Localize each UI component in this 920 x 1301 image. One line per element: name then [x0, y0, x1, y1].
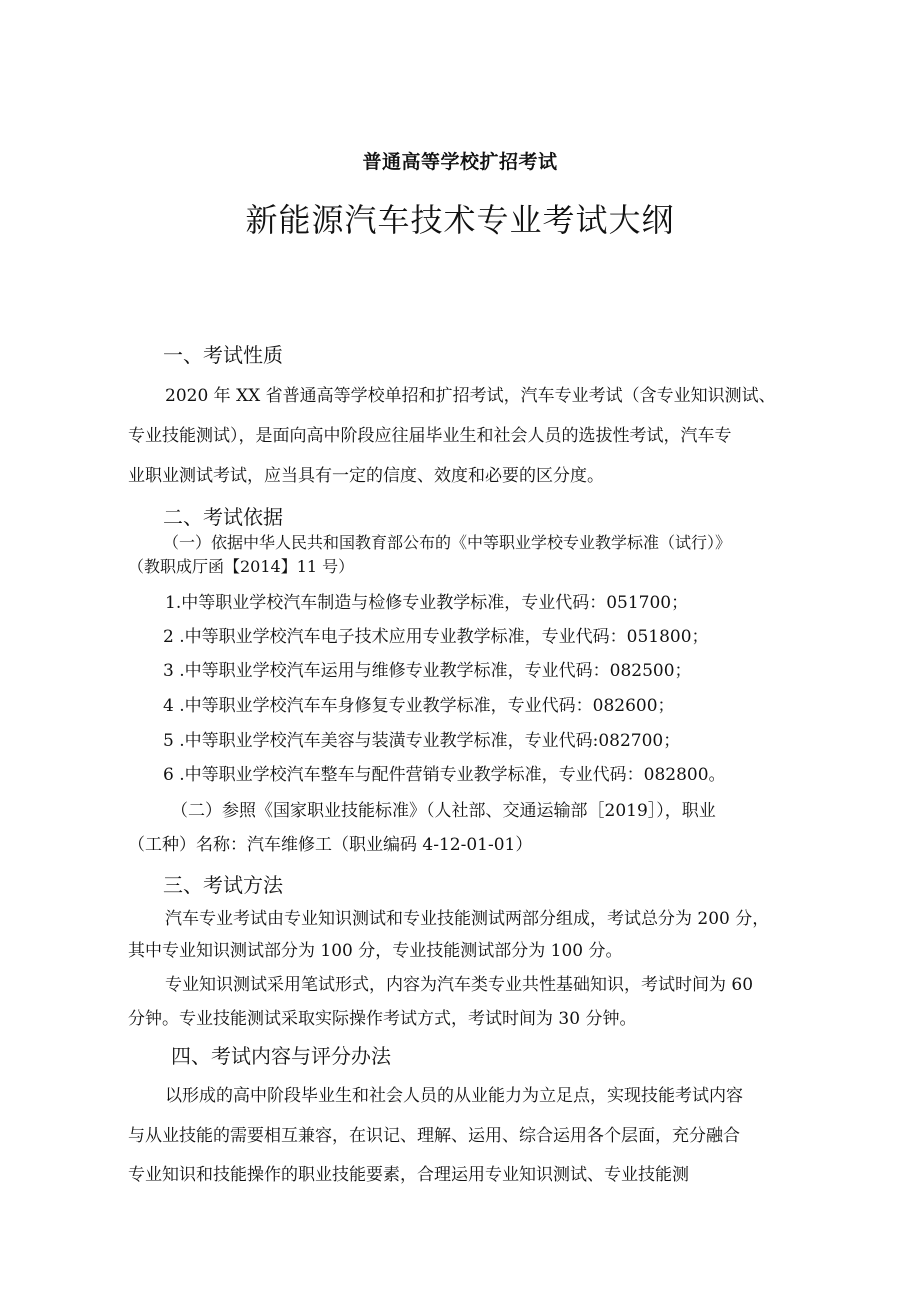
list-item: 5 .中等职业学校汽车美容与装潢专业教学标准，专业代码:082700；: [163, 731, 681, 751]
document-subtitle: 普通高等学校扩招考试: [362, 151, 558, 173]
list-item: 6 .中等职业学校汽车整车与配件营销专业教学标准，专业代码：082800。: [163, 765, 726, 785]
paragraph-line: （二）参照《国家职业技能标准》（人社部、交通运输部［2019］），职业: [171, 801, 716, 821]
section-heading-method: 三、考试方法: [163, 873, 283, 897]
section-heading-basis: 二、考试依据: [163, 505, 283, 529]
paragraph-line: （工种）名称：汽车维修工（职业编码 4-12-01-01）: [128, 835, 533, 855]
list-item: 1.中等职业学校汽车制造与检修专业教学标准，专业代码：051700；: [165, 593, 689, 613]
paragraph-line: 专业知识测试采用笔试形式，内容为汽车类专业共性基础知识，考试时间为 60: [165, 975, 754, 995]
list-item: 4 .中等职业学校汽车车身修复专业教学标准，专业代码：082600；: [163, 696, 675, 716]
list-item: 3 .中等职业学校汽车运用与维修专业教学标准，专业代码：082500；: [163, 661, 692, 681]
paragraph-line: （一）依据中华人民共和国教育部公布的《中等职业学校专业教学标准（试行）》: [163, 533, 732, 552]
section-heading-nature: 一、考试性质: [163, 343, 283, 367]
paragraph-line: 分钟。专业技能测试采取实际操作考试方式，考试时间为 30 分钟。: [128, 1009, 637, 1029]
paragraph-line: 以形成的高中阶段毕业生和社会人员的从业能力为立足点，实现技能考试内容: [165, 1086, 743, 1106]
paragraph-line: 专业知识和技能操作的职业技能要素，合理运用专业知识测试、专业技能测: [128, 1165, 689, 1185]
list-item: 2 .中等职业学校汽车电子技术应用专业教学标准，专业代码：051800；: [163, 627, 709, 647]
paragraph-line: 专业技能测试），是面向高中阶段应往届毕业生和社会人员的选拔性考试，汽车专: [128, 426, 732, 446]
document-title: 新能源汽车技术专业考试大纲: [245, 201, 675, 239]
paragraph-line: 汽车专业考试由专业知识测试和专业技能测试两部分组成，考试总分为 200 分，: [165, 909, 770, 929]
paragraph-line: 与从业技能的需要相互兼容，在识记、理解、运用、综合运用各个层面，充分融合: [128, 1126, 740, 1146]
paragraph-line: （教职成厅函【2014】11 号）: [128, 557, 355, 576]
paragraph-line: 其中专业知识测试部分为 100 分，专业技能测试部分为 100 分。: [128, 941, 623, 961]
paragraph-line: 2020 年 XX 省普通高等学校单招和扩招考试，汽车专业考试（含专业知识测试、: [165, 386, 776, 406]
section-heading-content: 四、考试内容与评分办法: [171, 1044, 391, 1068]
paragraph-line: 业职业测试考试，应当具有一定的信度、效度和必要的区分度。: [128, 466, 604, 486]
